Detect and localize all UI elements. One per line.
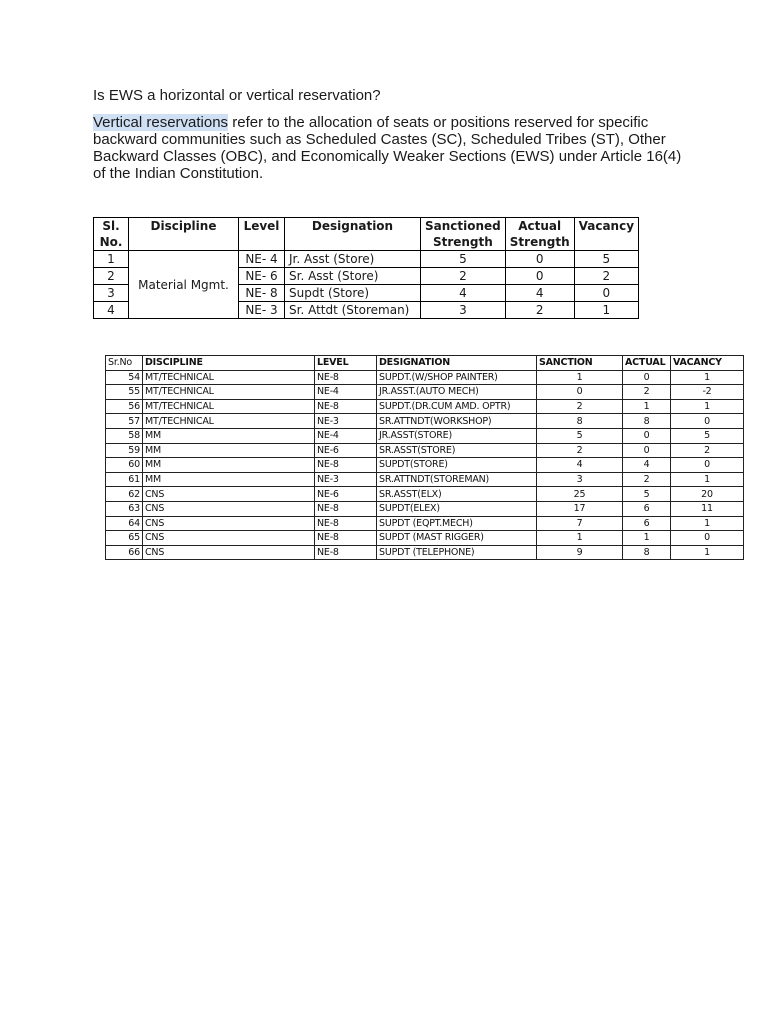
cell-designation: SR.ASST(ELX) [377,487,537,502]
cell-designation: SUPDT(STORE) [377,458,537,473]
spreadsheet-image-table [105,355,744,560]
cell-designation: SUPDT (TELEPHONE) [377,545,537,560]
table-row [106,399,744,414]
cell-srno: 56 [106,399,143,414]
cell-sanction: 0 [537,385,623,400]
cell-actual: 0 [623,370,671,385]
cell-sanction: 8 [537,414,623,429]
cell-sanctioned: 2 [421,268,506,285]
paragraph-text: refer to the allocation of seats or positions reserved for specific backward communities such as Scheduled Castes (SC), Scheduled Tribes (ST), Other Backward Classes (OBC), and Economically Weaker Sections (EWS) under Article 16(4) of the Indian Constitution. [93,114,682,182]
cell-discipline: CNS [143,545,315,560]
cell-vacancy: 1 [671,516,744,531]
header-sr-no: Sr.No [106,356,143,371]
header-discipline: Discipline [129,218,239,251]
cell-designation: Jr. Asst (Store) [285,251,421,268]
cell-designation: SUPDT.(DR.CUM AMD. OPTR) [377,399,537,414]
cell-level: NE- 6 [239,268,285,285]
cell-srno: 60 [106,458,143,473]
table-row [94,251,639,268]
explanation-paragraph [93,114,693,182]
cell-sanction: 7 [537,516,623,531]
spreadsheet-body [106,370,744,560]
header-sanction: SANCTION [537,356,623,371]
cell-vacancy: 5 [574,251,638,268]
cell-srno: 59 [106,443,143,458]
cell-sanction: 2 [537,443,623,458]
cell-sanctioned: 4 [421,285,506,302]
cell-vacancy: 0 [671,531,744,546]
cell-vacancy: 0 [671,458,744,473]
cell-srno: 58 [106,428,143,443]
cell-sanction: 9 [537,545,623,560]
cell-sanction: 5 [537,428,623,443]
cell-vacancy: 0 [671,414,744,429]
cell-srno: 61 [106,472,143,487]
cell-vacancy: 11 [671,501,744,516]
cell-actual: 1 [623,531,671,546]
cell-discipline: MT/TECHNICAL [143,370,315,385]
material-mgmt-table [93,217,639,319]
header-actual: ACTUAL [623,356,671,371]
table-row [106,458,744,473]
cell-srno: 65 [106,531,143,546]
cell-sanction: 2 [537,399,623,414]
cell-designation: SUPDT (MAST RIGGER) [377,531,537,546]
cell-sl: 3 [94,285,129,302]
cell-discipline: MM [143,472,315,487]
cell-level: NE- 3 [239,302,285,319]
cell-sanction: 4 [537,458,623,473]
cell-actual: 0 [623,428,671,443]
header-level: LEVEL [315,356,377,371]
cell-level: NE-3 [315,414,377,429]
cell-designation: SR.ATTNDT(WORKSHOP) [377,414,537,429]
header-designation: Designation [285,218,421,251]
cell-actual: 2 [623,472,671,487]
table-header-row [94,218,639,251]
cell-discipline: Material Mgmt. [129,251,239,319]
table-row [106,501,744,516]
cell-level: NE-6 [315,443,377,458]
cell-srno: 64 [106,516,143,531]
cell-designation: Sr. Attdt (Storeman) [285,302,421,319]
cell-level: NE-8 [315,516,377,531]
table-header-row [106,356,744,371]
cell-actual: 0 [623,443,671,458]
cell-vacancy: 1 [671,370,744,385]
cell-discipline: MT/TECHNICAL [143,385,315,400]
header-sl-no: Sl. No. [94,218,129,251]
cell-discipline: MM [143,443,315,458]
cell-designation: SR.ATTNDT(STOREMAN) [377,472,537,487]
cell-level: NE- 8 [239,285,285,302]
cell-level: NE-8 [315,501,377,516]
table-row [106,516,744,531]
table-row [106,370,744,385]
cell-srno: 66 [106,545,143,560]
cell-discipline: MT/TECHNICAL [143,399,315,414]
table-row [106,428,744,443]
cell-sl: 4 [94,302,129,319]
cell-discipline: CNS [143,516,315,531]
cell-vacancy: 20 [671,487,744,502]
cell-sanction: 1 [537,531,623,546]
cell-designation: JR.ASST(STORE) [377,428,537,443]
cell-level: NE-8 [315,370,377,385]
cell-sanction: 3 [537,472,623,487]
highlighted-text[interactable]: Vertical reservations [93,114,229,131]
cell-designation: JR.ASST.(AUTO MECH) [377,385,537,400]
table-row [106,531,744,546]
cell-discipline: MM [143,458,315,473]
cell-discipline: CNS [143,531,315,546]
cell-discipline: CNS [143,487,315,502]
header-vacancy: Vacancy [574,218,638,251]
cell-designation: Supdt (Store) [285,285,421,302]
cell-sanctioned: 3 [421,302,506,319]
cell-level: NE-8 [315,531,377,546]
cell-srno: 55 [106,385,143,400]
cell-actual: 2 [623,385,671,400]
cell-sanctioned: 5 [421,251,506,268]
header-level: Level [239,218,285,251]
table-row [106,385,744,400]
cell-vacancy: 0 [574,285,638,302]
cell-discipline: MM [143,428,315,443]
header-sanctioned-strength: Sanctioned Strength [421,218,506,251]
cropped-edge [105,567,745,597]
cell-level: NE-3 [315,472,377,487]
cell-level: NE-8 [315,399,377,414]
cell-level: NE-8 [315,545,377,560]
cell-actual: 6 [623,516,671,531]
cell-level: NE-4 [315,385,377,400]
table-row [106,414,744,429]
cell-discipline: CNS [143,501,315,516]
cell-actual: 1 [623,399,671,414]
cell-designation: Sr. Asst (Store) [285,268,421,285]
cell-sanction: 1 [537,370,623,385]
cell-vacancy: 1 [671,545,744,560]
header-vacancy: VACANCY [671,356,744,371]
header-designation: DESIGNATION [377,356,537,371]
cell-vacancy: 1 [671,399,744,414]
cell-level: NE-8 [315,458,377,473]
table-row [106,443,744,458]
cell-actual: 4 [505,285,574,302]
header-actual-strength: Actual Strength [505,218,574,251]
cell-sl: 2 [94,268,129,285]
cell-designation: SUPDT.(W/SHOP PAINTER) [377,370,537,385]
cell-srno: 62 [106,487,143,502]
cell-actual: 0 [505,268,574,285]
table-row [106,472,744,487]
cell-vacancy: 2 [574,268,638,285]
cell-srno: 63 [106,501,143,516]
cell-designation: SR.ASST(STORE) [377,443,537,458]
question-heading: Is EWS a horizontal or vertical reservation? [93,87,381,104]
cell-sanction: 17 [537,501,623,516]
cell-srno: 57 [106,414,143,429]
cell-actual: 2 [505,302,574,319]
cell-actual: 6 [623,501,671,516]
cell-sanction: 25 [537,487,623,502]
table-row [106,487,744,502]
cell-actual: 8 [623,414,671,429]
cell-level: NE-4 [315,428,377,443]
cell-actual: 8 [623,545,671,560]
cell-discipline: MT/TECHNICAL [143,414,315,429]
cell-designation: SUPDT (EQPT.MECH) [377,516,537,531]
cell-level: NE- 4 [239,251,285,268]
cell-actual: 4 [623,458,671,473]
cell-vacancy: 2 [671,443,744,458]
cell-vacancy: -2 [671,385,744,400]
cell-sl: 1 [94,251,129,268]
table-row [106,545,744,560]
cell-actual: 0 [505,251,574,268]
cell-vacancy: 5 [671,428,744,443]
cell-level: NE-6 [315,487,377,502]
cell-actual: 5 [623,487,671,502]
header-discipline: DISCIPLINE [143,356,315,371]
cell-designation: SUPDT(ELEX) [377,501,537,516]
cell-vacancy: 1 [574,302,638,319]
cell-srno: 54 [106,370,143,385]
cell-vacancy: 1 [671,472,744,487]
